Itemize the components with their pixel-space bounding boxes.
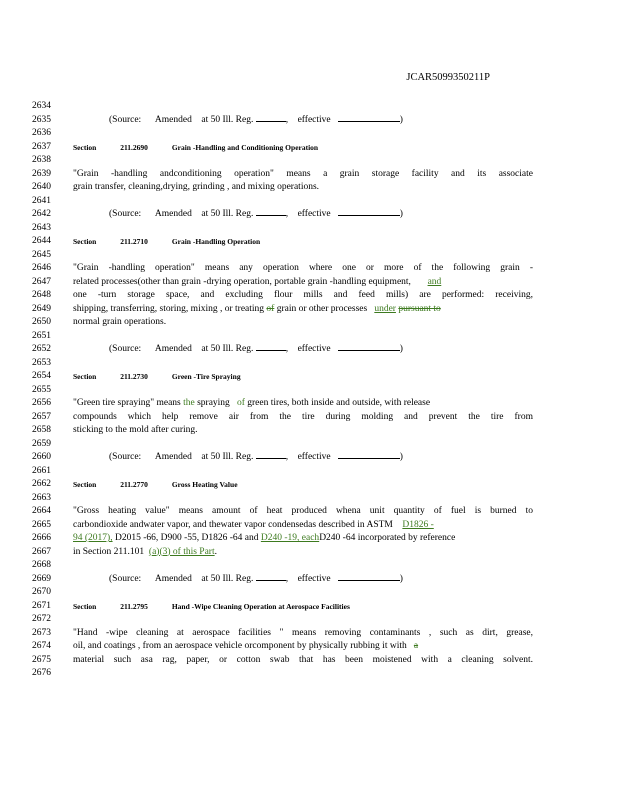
definition-line: normal grain operations.	[73, 317, 167, 327]
definition-line: 94 (2017), D2015 -66, D900 -55, D1826 -64 and D240 -19, eachD240 -64 incorporated by reference	[73, 533, 456, 543]
section-heading: Section 211.2770 Gross Heating Value	[73, 480, 238, 489]
deleted-text: a	[413, 641, 419, 651]
line-number: 2648	[32, 290, 51, 300]
line-number: 2650	[32, 317, 51, 327]
register-blank	[256, 215, 286, 216]
inserted-text: and	[427, 276, 442, 287]
source-note: (Source: Amended at 50 Ill. Reg. , effective )	[109, 209, 403, 219]
source-register: at 50 Ill. Reg.	[201, 114, 254, 125]
register-blank	[256, 350, 286, 351]
document-body	[73, 100, 533, 681]
effective-blank	[338, 580, 400, 581]
line-number: 2657	[32, 411, 51, 422]
section-heading: Section 211.2730 Green -Tire Spraying	[73, 372, 241, 381]
definition-line: carbondioxide andwater vapor, and thewater vapor condensedas described in ASTM D1826 -	[73, 519, 434, 530]
source-amended: Amended	[154, 114, 192, 125]
inserted-text: (a)(3) of this Part	[148, 546, 215, 557]
line-number: 2651	[32, 330, 51, 341]
section-title: Green -Tire Spraying	[171, 372, 241, 381]
blank-line	[73, 100, 533, 114]
line-number: 2634	[32, 101, 51, 111]
line-number: 2660	[32, 452, 51, 462]
definition-line: in Section 211.101 (a)(3) of this Part.	[73, 546, 217, 557]
line-number-column	[32, 100, 58, 681]
line-number: 2669	[32, 573, 51, 584]
effective-blank	[338, 458, 400, 459]
effective-blank	[338, 350, 400, 351]
register-blank	[256, 458, 286, 459]
line-number: 2671	[32, 600, 51, 611]
line-number: 2676	[32, 668, 51, 678]
definition-line: "Grain -handling andconditioning operation" means a grain storage facility and its associate	[73, 168, 533, 179]
line-number: 2652	[32, 344, 51, 354]
line-number: 2666	[32, 533, 51, 543]
line-number: 2659	[32, 438, 51, 449]
line-number: 2655	[32, 384, 51, 395]
definition-line: "Gross heating value" means amount of heat produced whena unit quantity of fuel is burned to	[73, 506, 533, 516]
section-label: Section	[73, 142, 97, 152]
line-number: 2667	[32, 546, 51, 557]
line-number: 2636	[32, 128, 51, 138]
definition-line: sticking to the mold after curing.	[73, 425, 198, 435]
definition-line: grain transfer, cleaning,drying, grinding , and mixing operations.	[73, 182, 320, 192]
section-heading	[73, 141, 533, 155]
section-number: 211.2690	[120, 142, 148, 152]
definition-line: shipping, transferring, storing, mixing , or treating of grain or other processes under pursuant to	[73, 303, 441, 314]
deleted-text: pursuant to	[398, 303, 441, 314]
section-title: Gross Heating Value	[171, 480, 238, 489]
line-number: 2670	[32, 587, 51, 597]
line-number: 2637	[32, 141, 51, 152]
inserted-text: of	[236, 398, 245, 408]
line-number: 2656	[32, 398, 51, 408]
definition-line: "Green tire spraying" means the spraying of green tires, both inside and outside, with release	[73, 398, 431, 408]
line-number: 2672	[32, 614, 51, 624]
definition-line: "Grain -handling operation" means any operation where one or more of the following grain -	[73, 263, 533, 273]
line-number: 2646	[32, 263, 51, 273]
source-note: (Source: Amended at 50 Ill. Reg. , effective )	[109, 452, 403, 462]
line-number: 2640	[32, 182, 51, 192]
register-blank	[256, 121, 286, 122]
line-number: 2642	[32, 209, 51, 219]
line-number: 2662	[32, 479, 51, 489]
line-number: 2649	[32, 303, 51, 314]
section-number: 211.2730	[120, 372, 148, 381]
section-number: 211.2795	[120, 601, 148, 611]
line-number: 2674	[32, 641, 51, 651]
line-number: 2647	[32, 276, 51, 287]
line-number: 2635	[32, 114, 51, 125]
section-title: Grain -Handling Operation	[171, 237, 261, 246]
line-number: 2673	[32, 627, 51, 638]
inserted-text: D1826 -	[402, 519, 434, 530]
source-effective: effective	[297, 114, 331, 125]
line-number: 2658	[32, 425, 51, 435]
inserted-text: 94 (2017),	[73, 533, 113, 543]
line-number: 2665	[32, 519, 51, 530]
inserted-text: under	[374, 303, 396, 314]
section-number: 211.2770	[120, 480, 148, 489]
line-number: 2644	[32, 236, 51, 246]
source-note: (Source: Amended at 50 Ill. Reg. , effective )	[109, 573, 403, 584]
line-number: 2641	[32, 195, 51, 206]
register-blank	[256, 580, 286, 581]
section-number: 211.2710	[120, 237, 148, 246]
source-note: (Source: Amended at 50 Ill. Reg. , effective )	[109, 114, 403, 125]
line-number: 2664	[32, 506, 51, 516]
section-title: Hand -Wipe Cleaning Operation at Aerospace Facilities	[171, 601, 350, 611]
document-id: JCAR5099350211P	[406, 72, 490, 83]
line-number: 2643	[32, 222, 51, 233]
line-number: 2653	[32, 357, 51, 368]
line-number: 2654	[32, 371, 51, 381]
deleted-text: of	[266, 303, 275, 314]
section-heading: Section 211.2710 Grain -Handling Operation	[73, 237, 261, 246]
line-number: 2639	[32, 168, 51, 179]
section-title: Grain -Handling and Conditioning Operation	[171, 142, 319, 152]
definition-line: related processes(other than grain -drying operation, portable grain -handling equipment, and	[73, 276, 442, 287]
definition-line: oil, and coatings , from an aerospace vehicle orcomponent by physically rubbing it with a	[73, 641, 419, 651]
definition-line: compounds which help remove air from the tire during molding and prevent the tire from	[73, 411, 533, 422]
line-number: 2675	[32, 654, 51, 665]
line-number: 2661	[32, 465, 51, 476]
section-heading: Section 211.2795 Hand -Wipe Cleaning Operation at Aerospace Facilities	[73, 601, 350, 611]
effective-blank	[338, 121, 400, 122]
inserted-text: the	[183, 398, 195, 408]
line-number: 2668	[32, 560, 51, 570]
source-prefix: (Source:	[109, 114, 142, 125]
line-number: 2645	[32, 249, 51, 260]
definition-line: one -turn storage space, and excluding flour mills and feed mills) are performed: receiving,	[73, 290, 533, 300]
source-note: (Source: Amended at 50 Ill. Reg. , effective )	[109, 344, 403, 354]
line-number: 2638	[32, 155, 51, 165]
effective-blank	[338, 215, 400, 216]
definition-line: material such asa rag, paper, or cotton swab that has been moistened with a cleaning solvent.	[73, 654, 533, 665]
source-close: )	[399, 114, 403, 125]
definition-line: "Hand -wipe cleaning at aerospace facilities " means removing contaminants , such as dirt, grease,	[73, 627, 533, 638]
line-number: 2663	[32, 492, 51, 503]
inserted-text: D240 -19, each	[260, 533, 320, 543]
